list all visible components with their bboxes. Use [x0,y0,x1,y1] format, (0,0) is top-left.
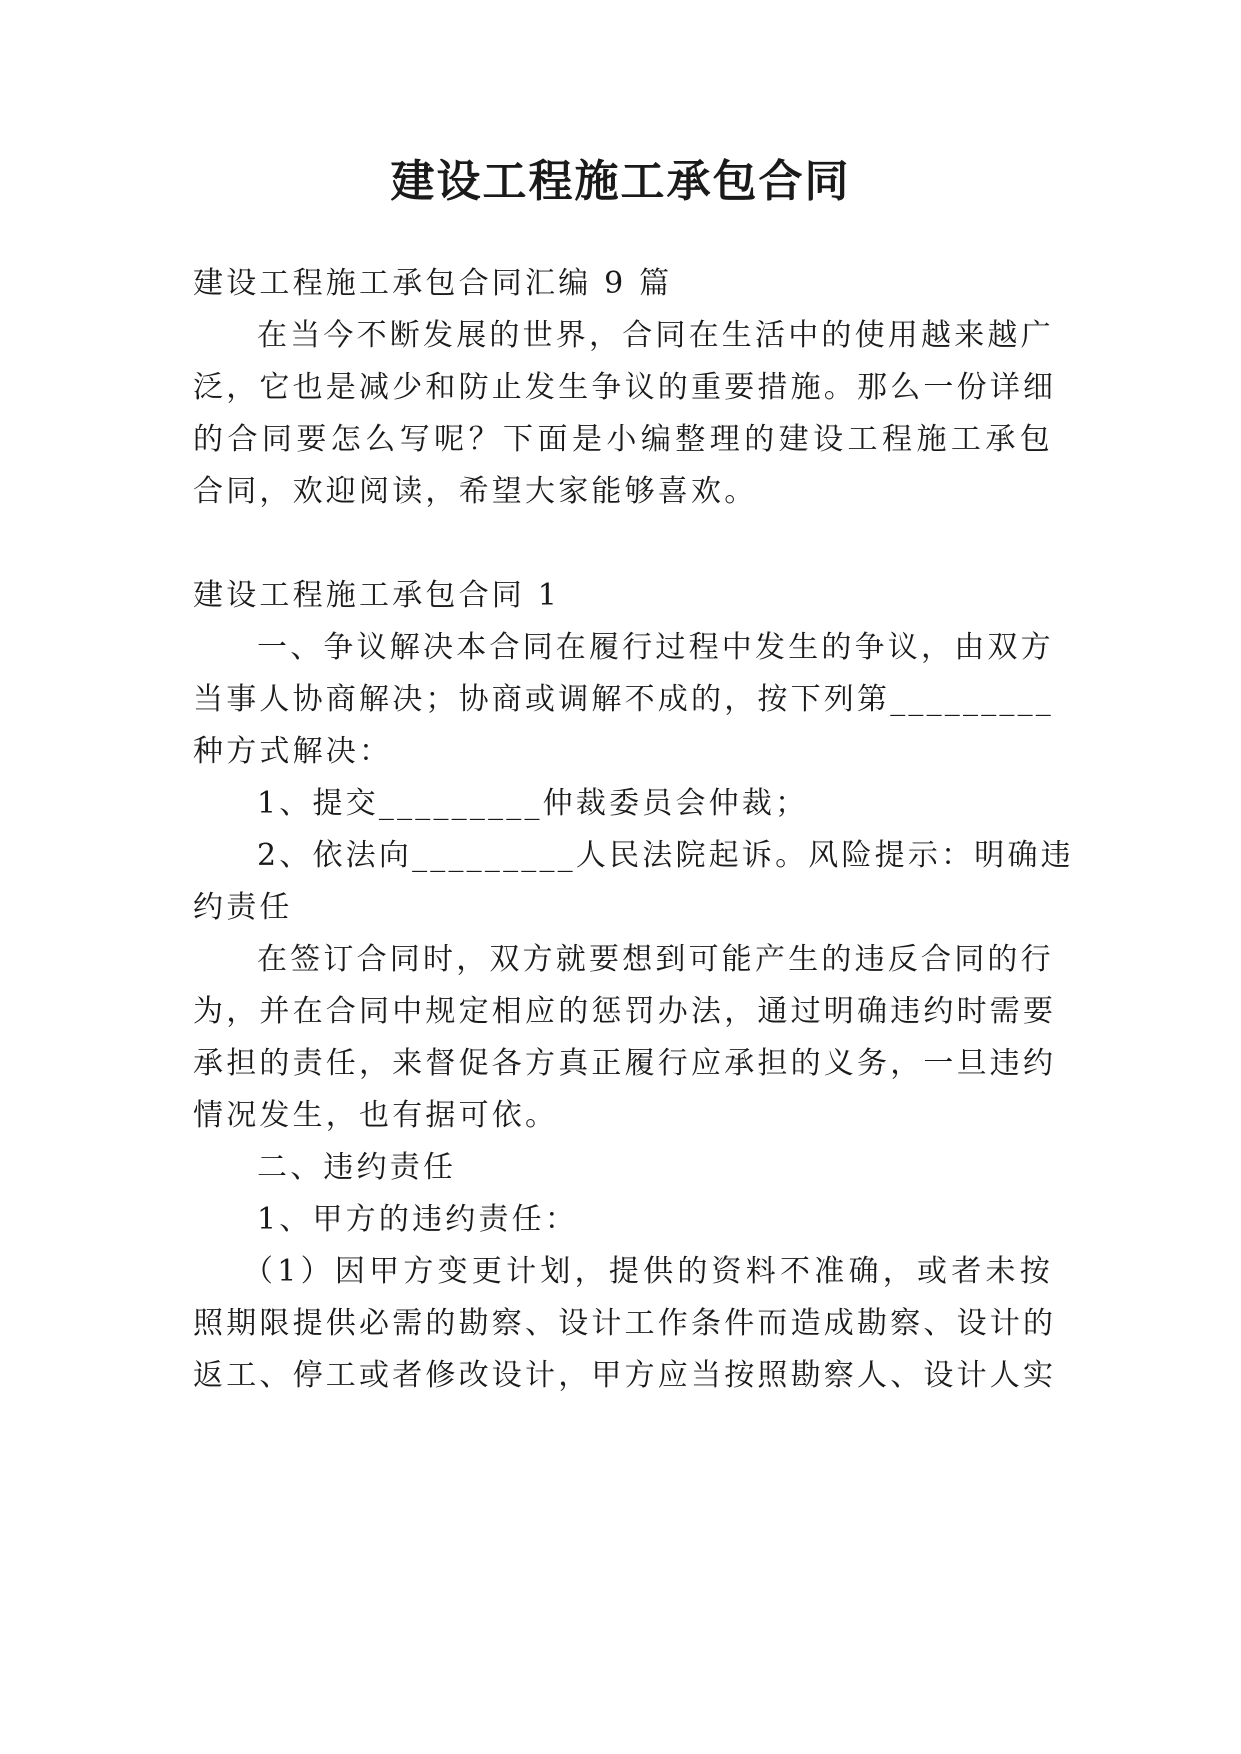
subtitle-line: 建设工程施工承包合同汇编 9 篇 [193,266,673,301]
paragraph-line: 在当今不断发展的世界，合同在生活中的使用越来越广 [257,318,1054,353]
section-heading: 建设工程施工承包合同 1 [193,578,561,613]
paragraph-line: 承担的责任，来督促各方真正履行应承担的义务，一旦违约 [193,1046,1057,1081]
paragraph-line: （1）因甲方变更计划，提供的资料不准确，或者未按 [243,1254,1053,1289]
paragraph-line: 照期限提供必需的勘察、设计工作条件而造成勘察、设计的 [193,1306,1057,1341]
paragraph-line: 一、争议解决本合同在履行过程中发生的争议，由双方 [257,630,1054,665]
paragraph-line: 泛，它也是减少和防止发生争议的重要措施。那么一份详细 [193,370,1057,405]
document-title: 建设工程施工承包合同 [390,156,851,207]
paragraph-line: 情况发生，也有据可依。 [193,1098,559,1133]
paragraph-line: 合同，欢迎阅读，希望大家能够喜欢。 [193,474,758,509]
list-item: 2、依法向_________人民法院起诉。风险提示：明确违 [257,838,1074,873]
paragraph-line: 种方式解决： [193,734,393,769]
paragraph-line: 返工、停工或者修改设计，甲方应当按照勘察人、设计人实 [193,1358,1057,1393]
paragraph-line: 为，并在合同中规定相应的惩罚办法，通过明确违约时需要 [193,994,1057,1029]
list-item: 1、甲方的违约责任： [257,1202,579,1237]
paragraph-line: 的合同要怎么写呢？下面是小编整理的建设工程施工承包 [193,422,1053,457]
paragraph-line: 当事人协商解决；协商或调解不成的，按下列第_________ [193,682,1054,717]
section-heading: 二、违约责任 [257,1150,457,1185]
paragraph-line: 约责任 [193,890,293,925]
paragraph-line: 在签订合同时，双方就要想到可能产生的违反合同的行 [257,942,1054,977]
list-item: 1、提交_________仲裁委员会仲裁； [257,786,809,821]
